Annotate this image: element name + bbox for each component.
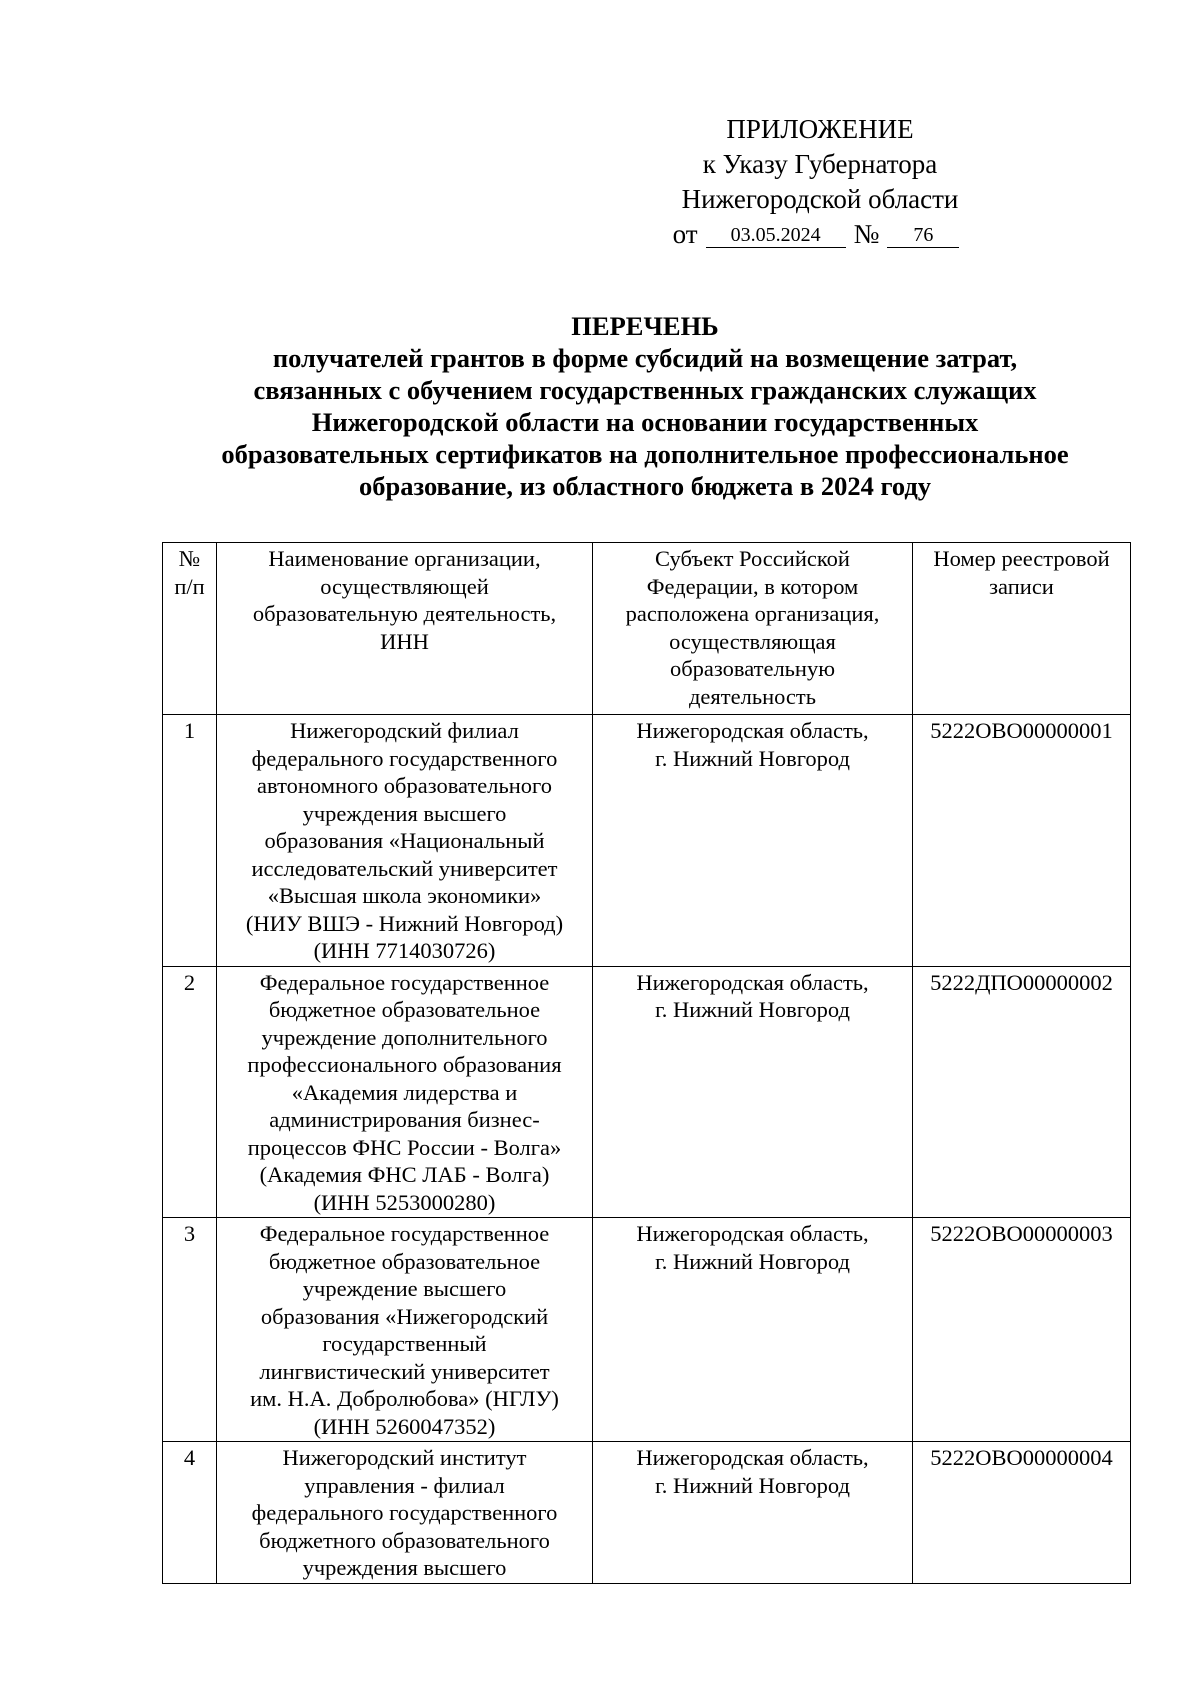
region-line: Нижегородская область,	[636, 969, 869, 995]
organization-line: учреждение высшего	[302, 1276, 507, 1301]
date-prefix: от	[672, 219, 698, 249]
title-subtitle-line: получателей грантов в форме субсидий на возмещение затрат,	[272, 343, 1018, 373]
header-text-line: записи	[989, 573, 1054, 599]
table-row	[163, 966, 1131, 1218]
organization-line: Нижегородский институт	[282, 1445, 527, 1470]
registry-number-cell: 5222ДПО00000002	[913, 966, 1131, 1218]
organization-line: лингвистический университет	[259, 1358, 550, 1384]
region-cell	[593, 1218, 913, 1442]
header-text-line: деятельность	[688, 683, 817, 709]
organization-line: государственный	[322, 1331, 487, 1356]
organization-line: администрирования бизнес-	[269, 1107, 540, 1132]
header-text-line: осуществляющая	[669, 628, 836, 654]
title-subtitle-line: связанных с обучением государственных гражданских служащих	[253, 375, 1037, 405]
title-subtitle-line: образование, из областного бюджета в 2024 году	[358, 471, 932, 501]
organization-line: бюджетное образовательное	[268, 1248, 541, 1274]
table-row	[163, 1442, 1131, 1584]
table-row	[163, 715, 1131, 967]
organization-line: федерального государственного	[251, 745, 558, 771]
organization-line: (ИНН 5260047352)	[313, 1413, 496, 1439]
title-subtitle	[150, 342, 1140, 502]
organization-cell	[217, 1442, 593, 1584]
organization-line: учреждения высшего	[302, 800, 507, 826]
region-line: г. Нижний Новгород	[655, 1248, 850, 1274]
header-text-line: Номер реестровой	[933, 546, 1110, 571]
header-text-line: п/п	[174, 573, 205, 599]
organization-line: Нижегородский филиал	[290, 718, 519, 743]
title-subtitle-line: образовательных сертификатов на дополнительное профессиональное	[221, 439, 1069, 469]
organization-line: федерального государственного	[251, 1500, 558, 1525]
document-title	[150, 310, 1140, 502]
organization-line: бюджетное образовательное	[268, 997, 541, 1022]
row-number: 3	[163, 1218, 217, 1442]
row-number: 4	[163, 1442, 217, 1584]
organization-line: им. Н.А. Добролюбова» (НГЛУ)	[250, 1386, 559, 1411]
appendix-date-line	[673, 217, 968, 252]
header-text-line: образовательную деятельность,	[252, 601, 557, 626]
region-line: г. Нижний Новгород	[655, 745, 850, 771]
region-line: Нижегородская область,	[636, 1221, 869, 1246]
organization-cell	[217, 966, 593, 1218]
region-cell	[593, 966, 913, 1218]
organization-cell	[217, 1218, 593, 1442]
organization-line: управления - филиал	[304, 1472, 505, 1498]
title-heading: ПЕРЕЧЕНЬ	[571, 311, 719, 341]
header-text-line: расположена организация,	[625, 601, 880, 626]
header-organization	[217, 543, 593, 715]
row-number: 2	[163, 966, 217, 1218]
table-header-row	[163, 543, 1131, 715]
organization-line: (НИУ ВШЭ - Нижний Новгород)	[245, 910, 564, 936]
region-cell	[593, 1442, 913, 1584]
organization-line: учреждения высшего	[302, 1555, 507, 1580]
organization-line: (ИНН 7714030726)	[313, 938, 496, 963]
region-line: г. Нижний Новгород	[655, 1472, 850, 1498]
title-subtitle-line: Нижегородской области на основании государственных	[311, 407, 979, 437]
header-text-line: Наименование организации,	[268, 546, 541, 571]
table-row	[163, 1218, 1131, 1442]
organization-line: «Академия лидерства и	[291, 1079, 518, 1105]
organization-cell	[217, 715, 593, 967]
decree-date: 03.05.2024	[706, 223, 846, 248]
registry-number-cell: 5222ОВО00000001	[913, 715, 1131, 967]
recipients-table	[162, 542, 1131, 1584]
organization-line: образования «Нижегородский	[260, 1303, 549, 1329]
registry-number-cell: 5222ОВО00000004	[913, 1442, 1131, 1584]
header-text-line: образовательную	[669, 656, 836, 681]
header-num	[163, 543, 217, 715]
region-line: г. Нижний Новгород	[655, 997, 850, 1022]
header-registry-number	[913, 543, 1131, 715]
organization-line: бюджетного образовательного	[259, 1527, 550, 1553]
organization-line: образования «Национальный	[264, 828, 545, 853]
row-number: 1	[163, 715, 217, 967]
header-text-line: Федерации, в котором	[646, 573, 859, 599]
appendix-region: Нижегородской области	[681, 184, 959, 214]
number-sign: №	[853, 219, 880, 249]
region-line: Нижегородская область,	[636, 1445, 869, 1470]
organization-line: Федеральное государственное	[259, 1221, 550, 1246]
organization-line: исследовательский университет	[251, 855, 558, 881]
organization-line: (ИНН 5253000280)	[313, 1189, 496, 1215]
decree-number: 76	[887, 223, 959, 248]
organization-line: учреждение дополнительного	[261, 1024, 548, 1050]
appendix-label: ПРИЛОЖЕНИЕ	[726, 114, 914, 144]
organization-line: процессов ФНС России - Волга»	[247, 1134, 562, 1160]
organization-line: профессионального образования	[247, 1052, 562, 1077]
region-line: Нижегородская область,	[636, 718, 869, 743]
region-cell	[593, 715, 913, 967]
appendix-block	[560, 112, 1080, 252]
header-text-line: ИНН	[380, 628, 429, 654]
appendix-decree-ref: к Указу Губернатора	[702, 149, 938, 179]
header-text-line: осуществляющей	[320, 573, 489, 599]
organization-line: Федеральное государственное	[259, 969, 550, 995]
header-text-line: Субъект Российской	[655, 546, 850, 571]
organization-line: автономного образовательного	[257, 773, 552, 798]
header-text-line: №	[178, 546, 201, 571]
header-region	[593, 543, 913, 715]
organization-line: «Высшая школа экономики»	[267, 883, 542, 908]
organization-line: (Академия ФНС ЛАБ - Волга)	[259, 1162, 550, 1187]
registry-number-cell: 5222ОВО00000003	[913, 1218, 1131, 1442]
